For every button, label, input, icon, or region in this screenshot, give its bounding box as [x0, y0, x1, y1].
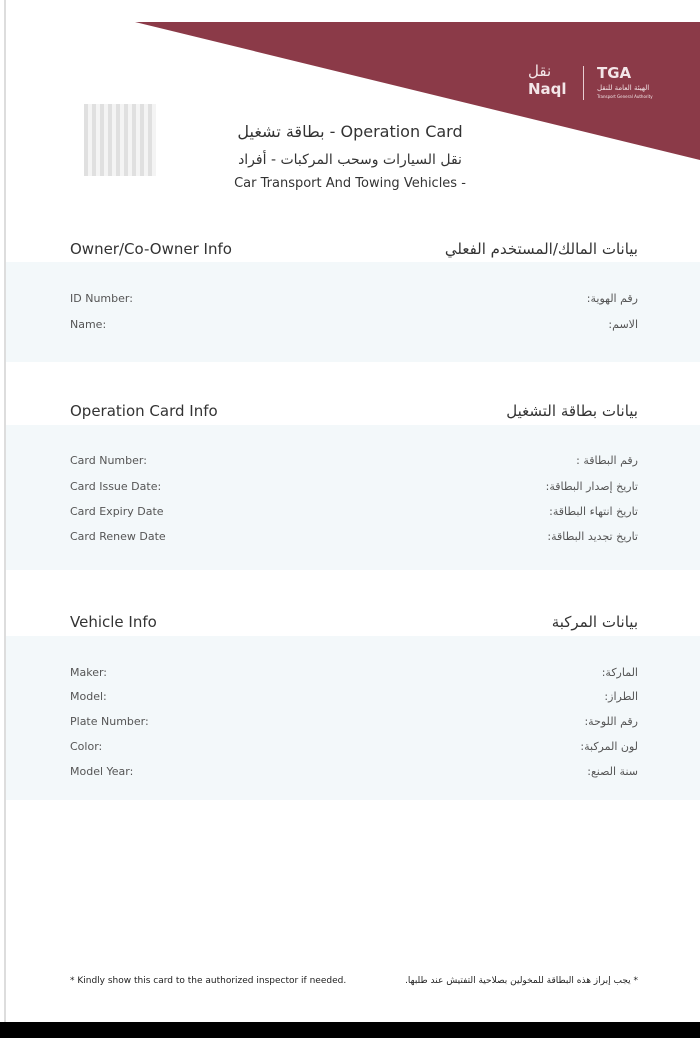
bottom-bar	[0, 1022, 700, 1038]
field-label-ar: رقم اللوحة:	[584, 715, 638, 728]
field-label-en: Model:	[70, 690, 107, 703]
field-label-ar: تاريخ إصدار البطاقة:	[545, 480, 638, 493]
card-subtitle-ar: نقل السيارات وسحب المركبات - أفراد	[238, 152, 462, 168]
tga-logo: TGA	[597, 64, 632, 82]
field-label-ar: رقم الهوية:	[586, 292, 638, 305]
operation-title-ar: بيانات بطاقة التشغيل	[506, 402, 638, 420]
field-label-en: Name:	[70, 318, 107, 331]
operation-title-en: Operation Card Info	[70, 402, 218, 420]
footer-note-ar: * يجب إبراز هذه البطاقة للمخولين بصلاحية التفتيش عند طلبها.	[405, 976, 638, 986]
tga-logo-ar: الهيئة العامة للنقل	[597, 84, 650, 92]
logo-divider	[583, 66, 584, 100]
owner-title-ar: بيانات المالك/المستخدم الفعلي	[444, 240, 638, 258]
naql-logo-ar: نقل	[528, 62, 552, 80]
field-label-en: ID Number:	[70, 292, 133, 305]
field-label-en: Plate Number:	[70, 715, 149, 728]
field-label-ar: تاريخ تجديد البطاقة:	[547, 530, 638, 543]
field-label-en: Maker:	[70, 666, 108, 679]
field-label-ar: رقم البطاقة :	[576, 454, 638, 467]
naql-logo-en: Naql	[528, 80, 567, 98]
owner-panel	[6, 262, 700, 362]
field-label-ar: تاريخ انتهاء البطاقة:	[549, 505, 638, 518]
field-label-en: Card Expiry Date	[70, 505, 164, 518]
field-label-en: Model Year:	[70, 765, 134, 778]
owner-title-en: Owner/Co-Owner Info	[70, 240, 232, 258]
footer-note-en: * Kindly show this card to the authorized inspector if needed.	[70, 976, 347, 986]
field-label-ar: لون المركبة:	[580, 740, 638, 753]
field-label-ar: الماركة:	[601, 666, 638, 679]
card-title: بطاقة تشغيل - Operation Card	[237, 122, 463, 141]
field-label-ar: الاسم:	[608, 318, 638, 331]
field-label-en: Card Issue Date:	[70, 480, 162, 493]
field-label-en: Card Renew Date	[70, 530, 166, 543]
tga-logo-en: Transport General Authority	[597, 94, 653, 99]
field-label-ar: الطراز:	[604, 690, 638, 703]
operation-panel	[6, 425, 700, 570]
vehicle-title-ar: بيانات المركبة	[551, 613, 638, 631]
field-label-en: Card Number:	[70, 454, 147, 467]
card-subtitle-en: Car Transport And Towing Vehicles -	[234, 176, 466, 191]
field-label-ar: سنة الصنع:	[587, 765, 638, 778]
vehicle-title-en: Vehicle Info	[70, 613, 157, 631]
field-label-en: Color:	[70, 740, 103, 753]
